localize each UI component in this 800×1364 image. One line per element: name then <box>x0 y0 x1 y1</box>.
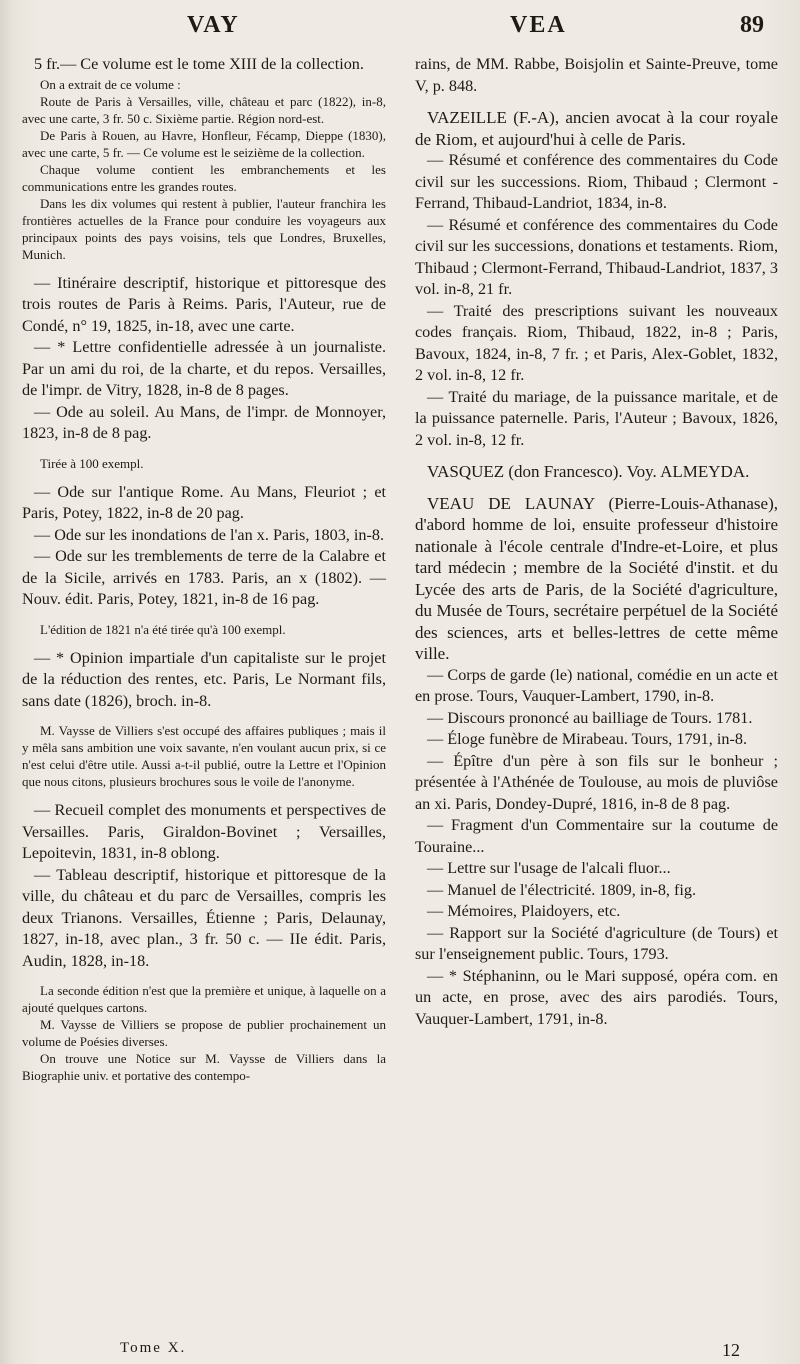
bibliography-entry: — Éloge funèbre de Mirabeau. Tours, 1791, in-8. <box>427 730 747 748</box>
bibliography-entry: — Ode sur les tremblements de terre de la Calabre et de la Sicile, arrivés en 1783. Paris, an x (1802). — Nouv. édit. Paris, Potey, 1821, in-8 de 16 pag. <box>22 547 386 608</box>
note: On trouve une Notice sur M. Vaysse de Villiers dans la Biographie univ. et portative des contempo- <box>22 1051 386 1083</box>
bibliography-entry: — Épître d'un père à son fils sur le bonheur ; présentée à l'Athénée de Toulouse, au mois de pluviôse an xi. Paris, Dondey-Dupré, 1816, in-8 de 8 pag. <box>415 751 778 813</box>
running-head-left: VAY <box>187 12 240 38</box>
sheet-signature: Tome X. <box>120 1340 187 1356</box>
note: L'édition de 1821 n'a été tirée qu'à 100 exempl. <box>40 621 286 637</box>
paragraph: Chaque volume contient les embranchements et les communications entre les grandes routes. <box>22 161 386 194</box>
paragraph: On a extrait de ce volume : <box>40 76 181 92</box>
note: La seconde édition n'est que la première et unique, à laquelle on a ajouté quelques cartons. <box>22 983 386 1015</box>
bibliography-entry: — Ode sur les inondations de l'an x. Paris, 1803, in-8. <box>34 525 385 544</box>
bibliography-entry: — Tableau descriptif, historique et pittoresque de la ville, du château et du parc de Versailles, compris les deux Trianons. Versailles, Étienne ; Paris, Delaunay, 1827, in-18, avec plan., 3 fr. 50 c. — IIe édit. Paris, Audin, 1828, in-18. <box>22 865 386 970</box>
bibliography-entry: — Traité du mariage, de la puissance maritale, et de la puissance paternelle. Paris, l'Auteur ; Bavoux, 1826, 2 vol. in-8, 12 fr. <box>415 387 778 449</box>
right-column <box>415 54 778 1030</box>
bibliography-entry: — Ode sur l'antique Rome. Au Mans, Fleuriot ; et Paris, Potey, 1822, in-8 de 20 pag. <box>22 482 386 522</box>
bibliography-entry: — Traité des prescriptions suivant les nouveaux codes français. Riom, Thibaud, 1822, in-8 ; Paris, Bavoux, 1824, in-8, 7 fr. ; et Paris, Alex-Goblet, 1832, 2 vol. in-8, 12 fr. <box>415 301 778 384</box>
bibliography-entry: — Rapport sur la Société d'agriculture (de Tours) et sur l'enseignement public. Tours, 1793. <box>415 923 778 963</box>
note: M. Vaysse de Villiers se propose de publier prochainement un volume de Poésies diverses. <box>22 1017 386 1049</box>
note: M. Vaysse de Villiers s'est occupé des affaires publiques ; mais il y mêla sans ambition une voix savante, n'en voulant aucun prix, si ce n'est celui d'être utile. Aussi a-t-il publié, outre la Lettre et l'Opinion que nous citons, plusieurs brochures sous le voile de l'anonyme. <box>22 723 386 789</box>
bibliography-entry: — * Opinion impartiale d'un capitaliste sur le projet de la réduction des rentes, etc. Paris, Le Normant fils, sans date (1826), broch. in-8. <box>22 648 386 710</box>
author-heading: VAZEILLE (F.-A), ancien avocat à la cour royale de Riom, et aujourd'hui à celle de Paris. <box>415 108 778 149</box>
left-column <box>22 54 386 1084</box>
bibliography-entry: — Mémoires, Plaidoyers, etc. <box>427 902 621 920</box>
note: Tirée à 100 exempl. <box>40 455 144 471</box>
author-heading: VEAU DE LAUNAY (Pierre-Louis-Athanase), d'abord homme de loi, ensuite professeur d'histoire nationale à l'école centrale d'Indre-et-Loire, et plus tard médecin ; membre de la Société d'instit. et du Lycée des arts de Paris, de la Société d'agriculture, du Musée de Tours, secrétaire perpétuel de la Société des sciences, arts et belles-lettres de cette même ville. <box>415 493 778 663</box>
paragraph: De Paris à Rouen, au Havre, Honfleur, Fécamp, Dieppe (1830), avec une carte, 5 fr. — Ce volume est le seizième de la collection. <box>22 127 386 160</box>
bibliography-entry: — * Lettre confidentielle adressée à un journaliste. Par un ami du roi, de la charte, et du repos. Versailles, de l'impr. de Vitry, 1828, in-8 de 8 pages. <box>22 338 386 399</box>
running-head-right: VEA <box>510 12 567 38</box>
bibliography-entry: — Itinéraire descriptif, historique et pittoresque des trois routes de Paris à Reims. Paris, l'Auteur, rue de Condé, n° 19, 1825, in-18, avec une carte. <box>22 273 386 335</box>
paragraph: rains, de MM. Rabbe, Boisjolin et Sainte-Preuve, tome V, p. 848. <box>415 55 778 95</box>
bibliography-entry: — * Stéphaninn, ou le Mari supposé, opéra com. en un acte, en prose, avec des airs parodiés. Tours, Vauquer-Lambert, 1791, in-8. <box>415 966 778 1028</box>
bibliography-entry: — Manuel de l'électricité. 1809, in-8, fig. <box>427 880 697 899</box>
bibliography-entry: — Résumé et conférence des commentaires du Code civil sur les successions, donations et testaments. Riom, Thibaud ; Clermont-Ferrand, Thibaud-Landriot, 1837, 3 vol. in-8, 21 fr. <box>415 215 778 298</box>
bibliography-entry: — Discours prononcé au bailliage de Tours. 1781. <box>427 708 753 727</box>
bibliography-entry: — Fragment d'un Commentaire sur la coutume de Touraine... <box>415 816 778 856</box>
paragraph: Route de Paris à Versailles, ville, château et parc (1822), in-8, avec une carte, 3 fr. 50 c. Sixième partie. Région nord-est. <box>22 93 386 126</box>
author-heading: VASQUEZ (don Francesco). Voy. ALMEYDA. <box>427 462 750 481</box>
bibliography-entry: — Corps de garde (le) national, comédie en un acte et en prose. Tours, Vauquer-Lambert, 1790, in-8. <box>415 665 778 705</box>
bibliography-entry: — Ode au soleil. Au Mans, de l'impr. de Monnoyer, 1823, in-8 de 8 pag. <box>22 402 386 442</box>
paragraph: 5 fr.— Ce volume est le tome XIII de la collection. <box>34 55 364 73</box>
bibliography-entry: — Recueil complet des monuments et perspectives de Versailles. Paris, Giraldon-Bovinet ; Versailles, Lepoitevin, 1831, in-8 oblong. <box>22 801 386 862</box>
bibliography-entry: — Résumé et conférence des commentaires du Code civil sur les successions. Riom, Thibaud ; Clermont - Ferrand, Thibaud-Landriot, 1834, in-8. <box>415 151 778 212</box>
page-number: 89 <box>740 12 764 38</box>
bibliography-entry: — Lettre sur l'usage de l'alcali fluor... <box>427 859 671 877</box>
paragraph: Dans les dix volumes qui restent à publier, l'auteur franchira les frontières actuelles de la France pour conduire les voyageurs aux principaux points des pays voisins, tels que Londres, Bruxelles, Munich. <box>22 195 386 262</box>
sheet-number: 12 <box>722 1340 740 1360</box>
